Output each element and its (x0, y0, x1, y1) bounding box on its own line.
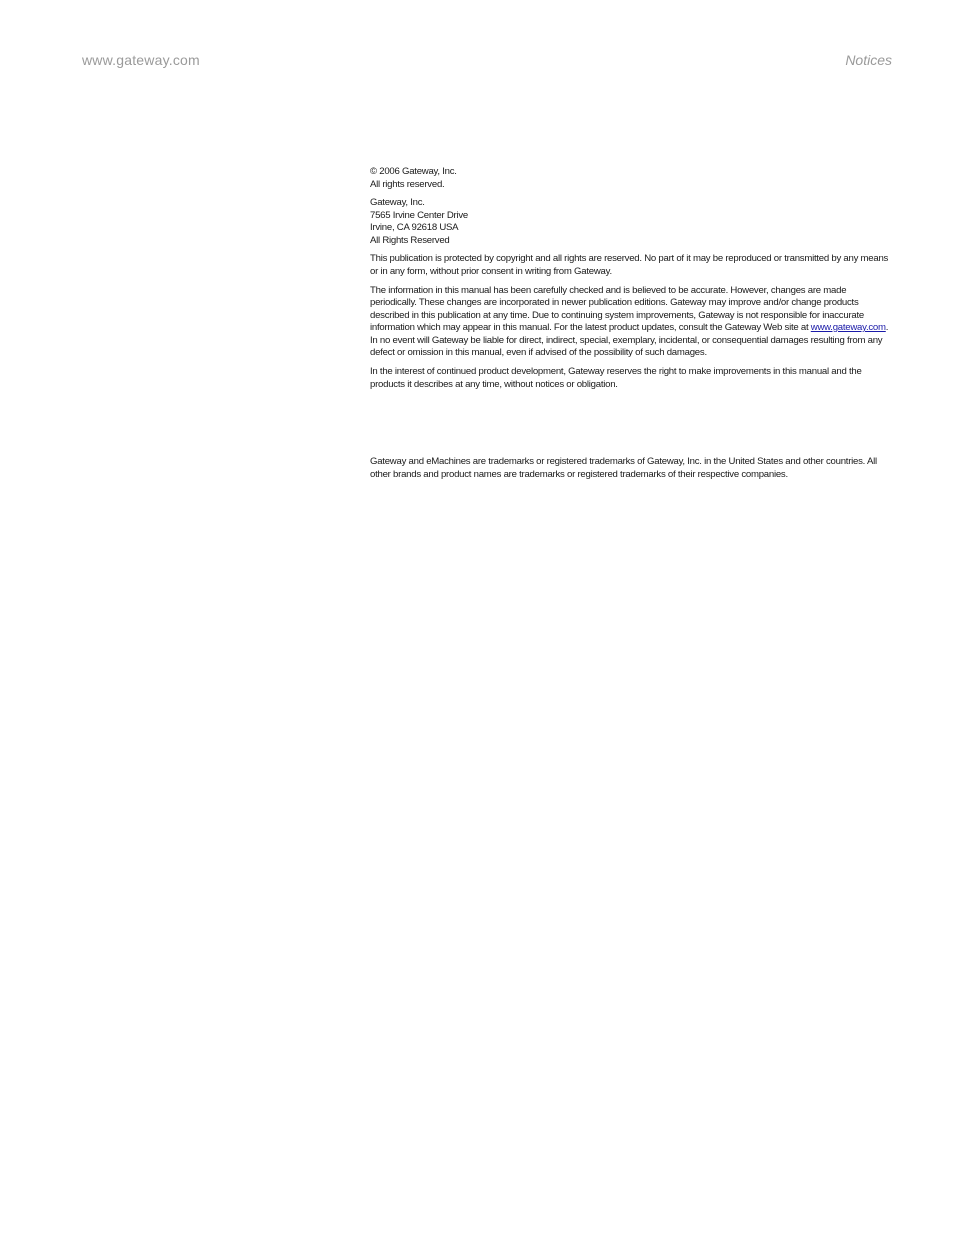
address-block (370, 197, 894, 247)
information-text-start: The information in this manual has been carefully checked and is believed to be accurate. However, changes are made periodically. These changes are incorporated in newer publication editions. Gateway may improve and/or change products described in this publication at any time. Due to continuing system improvements, Gateway is not responsible for inaccurate information which may appear in this manual. For the latest product updates, consult the Gateway Web site at (370, 284, 864, 333)
information-text-end: . In no event will Gateway be liable for direct, indirect, special, exemplary, incidental, or consequential damages resulting from any defect or omission in this manual, even if advised of the possibility of such damages. (370, 322, 889, 358)
gateway-website-link[interactable]: www.gateway.com (810, 322, 886, 333)
city-line: Irvine, CA 92618 USA (370, 222, 459, 233)
copyright-block (370, 166, 894, 191)
all-rights-line: All Rights Reserved (370, 234, 450, 246)
header-section-title: Notices (845, 52, 892, 68)
interest-paragraph: In the interest of continued product development, Gateway reserves the right to make improvements in this manual and the products it describes at any time, without notices or obligation. (370, 366, 862, 390)
company-name-line: Gateway, Inc. (370, 197, 425, 208)
street-line: 7565 Irvine Center Drive (370, 209, 468, 221)
copyright-line: © 2006 Gateway, Inc. (370, 166, 457, 177)
rights-reserved-line: All rights reserved. (370, 178, 445, 190)
notices-content (370, 166, 894, 398)
header-site-url: www.gateway.com (82, 52, 200, 68)
trademarks-paragraph: Gateway and eMachines are trademarks or registered trademarks of Gateway, Inc. in the United States and other countries. All other brands and product names are trademarks or registered trademarks of their respective companies. (370, 456, 877, 480)
information-paragraph (370, 285, 894, 360)
protection-paragraph: This publication is protected by copyright and all rights are reserved. No part of it may be reproduced or transmitted by any means or in any form, without prior consent in writing from Gateway. (370, 253, 889, 277)
